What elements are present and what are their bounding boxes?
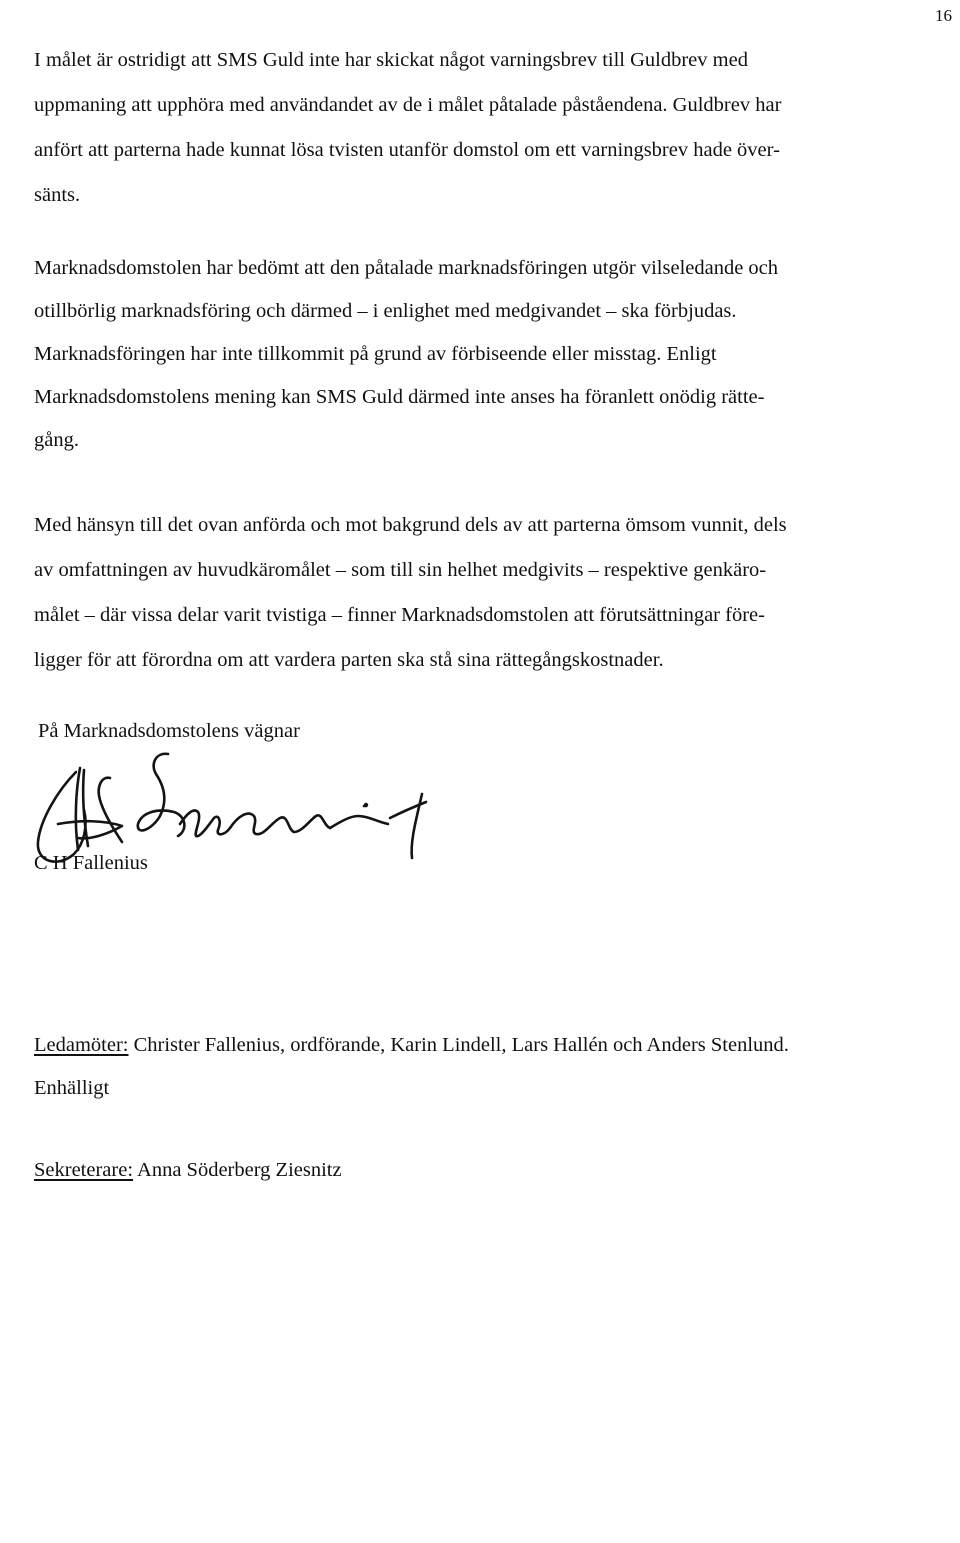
members-line xyxy=(34,1023,789,1068)
secretary-label: Sekreterare: xyxy=(34,1159,134,1181)
secretary-line xyxy=(34,1148,342,1193)
secretary-text: Anna Söderberg Ziesnitz xyxy=(133,1159,342,1181)
text-line: Marknadsföringen har inte tillkommit på grund av förbiseende eller misstag. Enligt xyxy=(34,343,717,365)
page-number: 16 xyxy=(935,6,952,25)
unanimous-note: Enhälligt xyxy=(34,1077,110,1099)
text-line: ligger för att förordna om att vardera parten ska stå sina rättegångskostnader. xyxy=(34,649,664,671)
text-line: målet – där vissa delar varit tvistiga – finner Marknadsdomstolen att förutsättningar före- xyxy=(34,604,765,626)
text-line: Marknadsdomstolen har bedömt att den påtalade marknadsföringen utgör vilseledande och xyxy=(34,257,779,279)
text-line: otillbörlig marknadsföring och därmed – i enlighet med medgivandet – ska förbjudas. xyxy=(34,300,737,322)
text-line: av omfattningen av huvudkäromålet – som till sin helhet medgivits – respektive genkäro- xyxy=(34,559,767,581)
text-line: anfört att parterna hade kunnat lösa tvisten utanför domstol om ett varningsbrev hade över- xyxy=(34,139,780,161)
paragraph-warning-letter xyxy=(34,38,934,218)
closing-phrase: På Marknadsdomstolens vägnar xyxy=(38,720,300,742)
members-text: Christer Fallenius, ordförande, Karin Lindell, Lars Hallén och Anders Stenlund. xyxy=(128,1034,789,1056)
members-label: Ledamöter: xyxy=(34,1034,129,1056)
text-line: uppmaning att upphöra med användandet av de i målet påtalade påståendena. Guldbrev har xyxy=(34,94,782,116)
text-line: Marknadsdomstolens mening kan SMS Guld därmed inte anses ha föranlett onödig rätte- xyxy=(34,386,765,408)
text-line: gång. xyxy=(34,429,79,451)
text-line: I målet är ostridigt att SMS Guld inte har skickat något varningsbrev till Guldbrev med xyxy=(34,49,748,71)
paragraph-costs xyxy=(34,503,934,683)
paragraph-assessment xyxy=(34,247,934,462)
text-line: sänts. xyxy=(34,184,81,206)
signer-name: C H Fallenius xyxy=(34,852,148,874)
text-line: Med hänsyn till det ovan anförda och mot bakgrund dels av att parterna ömsom vunnit, dels xyxy=(34,514,787,536)
